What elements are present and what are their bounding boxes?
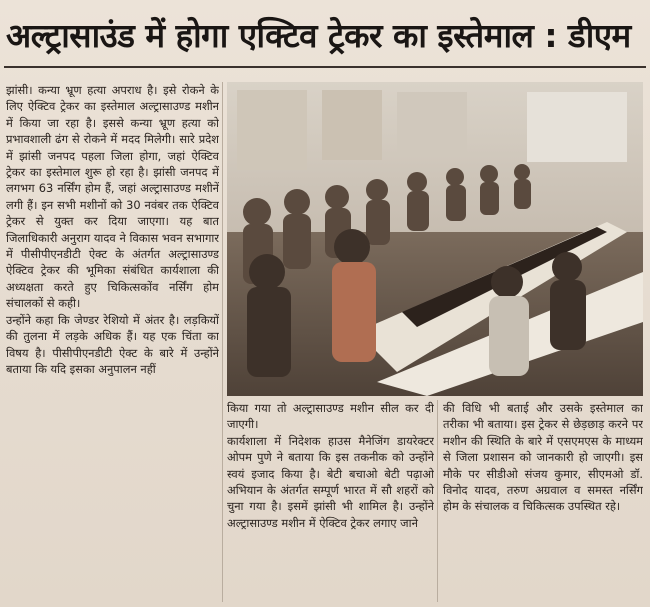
article-column-2 xyxy=(227,400,434,602)
meeting-photo-illustration xyxy=(227,82,643,396)
article-column-1 xyxy=(6,82,219,602)
headline: अल्ट्रासाउंड में होगा एक्टिव ट्रेकर का इस्तेमाल : डीएम xyxy=(6,15,631,55)
article-column-3 xyxy=(443,400,643,602)
meeting-hall-photo-icon xyxy=(227,82,643,396)
column-divider xyxy=(437,400,438,602)
article-paragraph: किया गया तो अल्ट्रासाउण्ड मशीन सील कर दी जाएगी। xyxy=(227,401,434,432)
article-paragraph: झांसी। कन्या भ्रूण हत्या अपराध है। इसे रोकने के लिए ऐक्टिव ट्रेकर का इस्तेमाल अल्ट्रासाउण्ड मशीन में किया जा रहा है। इससे कन्या भ्रूण हत्या को प्रभावशाली ढंग से रोकने में मदद मिलेगी। सारे प्रदेश में झांसी जनपद पहला जिला होगा, जहां ऐक्टिव ट्रेकर का इस्तेमाल शुरू हो रहा है। झांसी जनपद में लगभग 63 नर्सिंग होम हैं, जहां अल्ट्रासाउण्ड मशीनें लगी हैं। इन सभी मशीनों को 30 नवंबर तक ऐक्टिव ट्रेकर से युक्त कर दिया जाएगा। यह बात जिलाधिकारी अनुराग यादव ने विकास भवन सभागार में पीसीपीएनडीटी ऐक्ट के अंतर्गत अल्ट्रासाउण्ड ऐक्टिव ट्रेकर की भूमिका संबंधित कार्यशाला की अध्यक्षता करते हुए चिकित्सकोंव नर्सिंग होम संचालकों से कही। xyxy=(6,83,219,311)
article-paragraph: कार्यशाला में निदेशक हाउस मैनेजिंग डायरेक्टर ओपम पुणे ने बताया कि इस तकनीक को उन्होंने स्वयं इजाद किया है। बेटी बचाओ बेटी पढ़ाओ अभियान के अंतर्गत सम्पूर्ण भारत में सौ शहरों को चुना गया है। इसमें झांसी भी शामिल है। उन्होंने अल्ट्रासाउण्ड मशीन में ऐक्टिव ट्रेकर लगाए जाने xyxy=(227,433,434,530)
column-divider xyxy=(222,82,223,602)
headline-rule xyxy=(4,66,646,68)
article-paragraph: की विधि भी बताई और उसके इस्तेमाल का तरीका भी बताया। इस ट्रेकर से छेड़छाड़ करने पर मशीन की स्थिति के बारे में एसएमएस के माध्यम से जिला प्रशासन को जानकारी हो जाएगी। इस मौके पर सीडीओ संजय कुमार, सीएमओ डॉ. विनोद यादव, तरुण अग्रवाल व समस्त नर्सिंग होम के संचालक व चिकित्सक उपस्थित रहे। xyxy=(443,401,643,514)
article-paragraph: उन्होंने कहा कि जेण्डर रेशियो में अंतर है। लड़कियों की तुलना में लड़के अधिक हैं। यह एक चिंता का विषय है। पीसीपीएनडीटी ऐक्ट के बारे में उन्होंने बताया कि यदि इसका अनुपालन नहीं xyxy=(6,312,219,376)
